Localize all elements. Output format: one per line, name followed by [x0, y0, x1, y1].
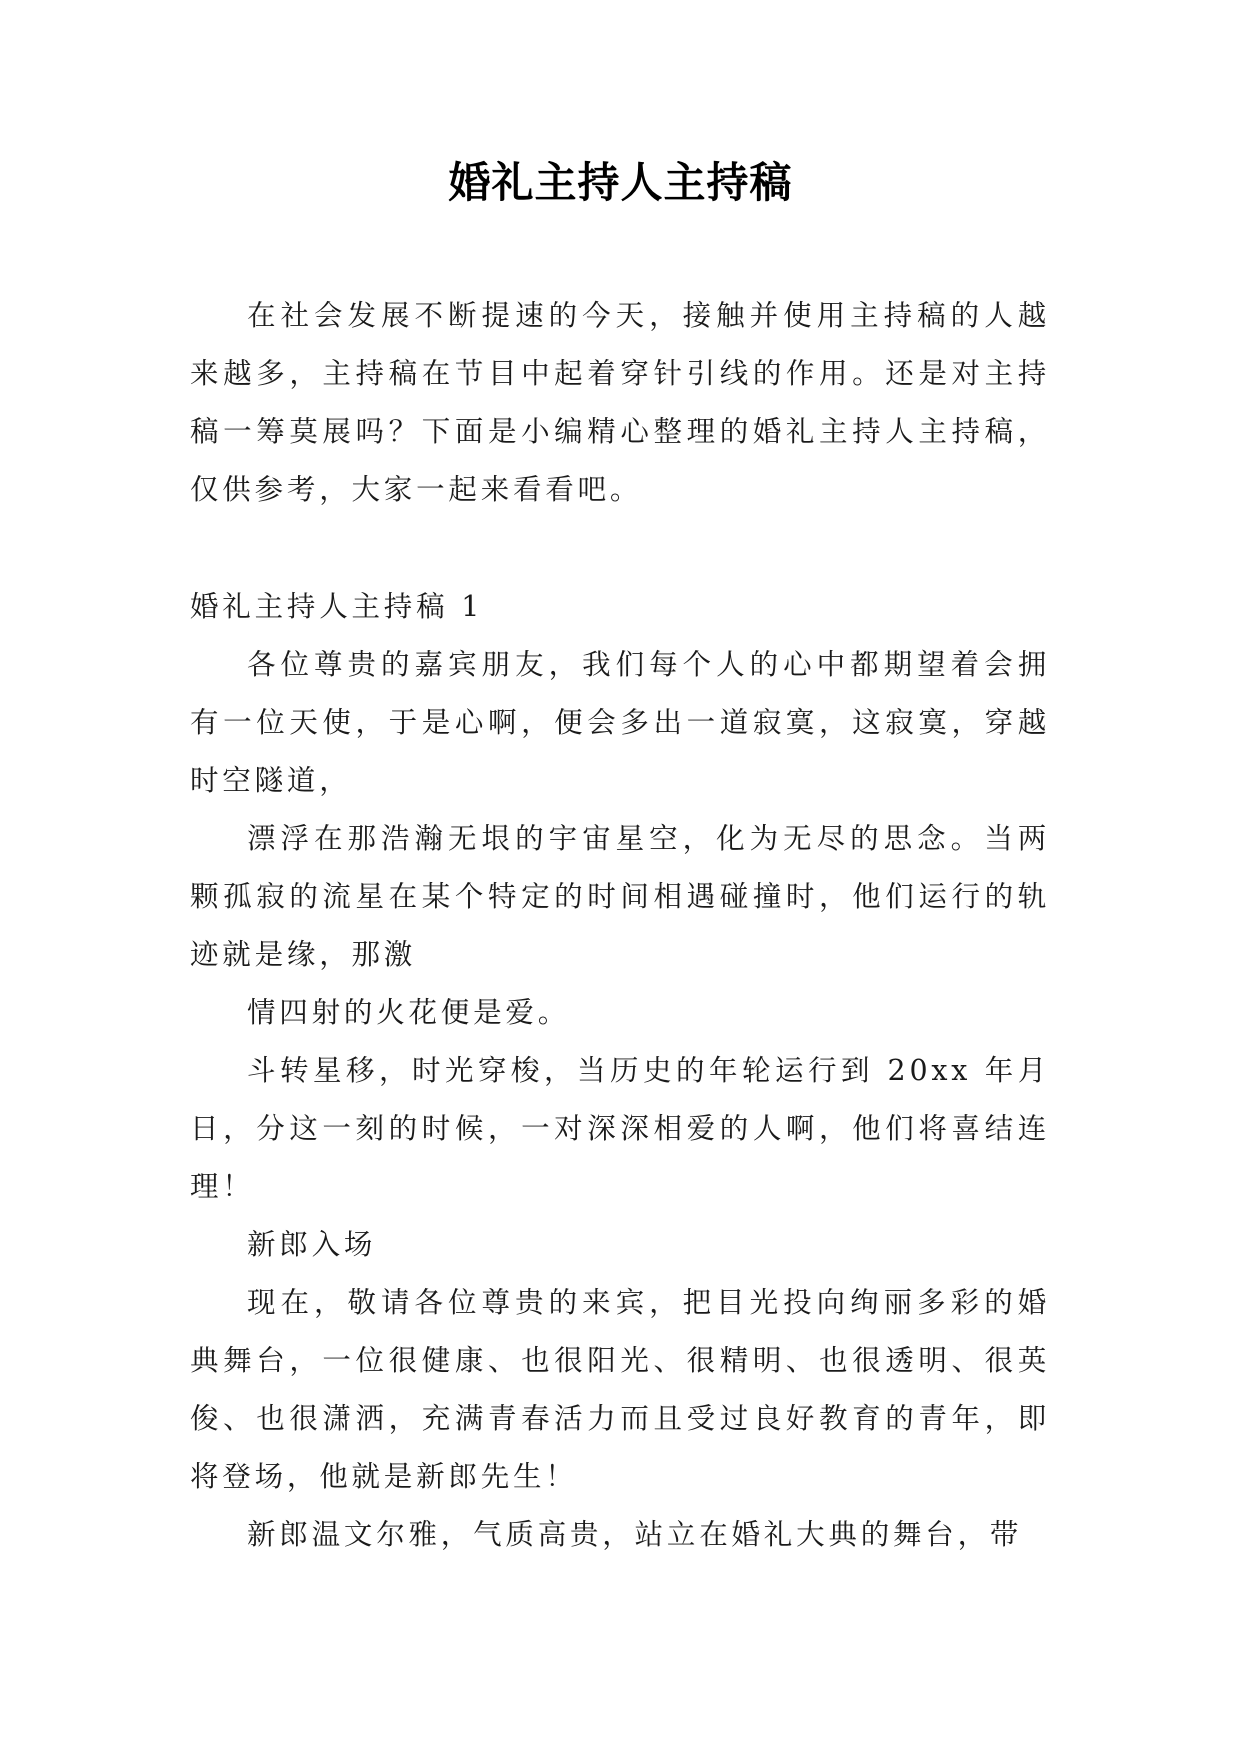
section-body: [190, 578, 1050, 1564]
body-paragraph: 现在，敬请各位尊贵的来宾，把目光投向绚丽多彩的婚典舞台，一位很健康、也很阳光、很精明、也很透明、很英俊、也很潇洒，充满青春活力而且受过良好教育的青年，即将登场，他就是新郎先生！: [190, 1286, 1050, 1493]
intro-block: [190, 287, 1050, 519]
body-paragraph: 漂浮在那浩瀚无垠的宇宙星空，化为无尽的思念。当两颗孤寂的流星在某个特定的时间相遇碰撞时，他们运行的轨迹就是缘，那激: [190, 822, 1050, 971]
body-paragraph: 斗转星移，时光穿梭，当历史的年轮运行到 20xx 年月日，分这一刻的时候，一对深深相爱的人啊，他们将喜结连理！: [190, 1054, 1050, 1203]
body-paragraph: 各位尊贵的嘉宾朋友，我们每个人的心中都期望着会拥有一位天使，于是心啊，便会多出一道寂寞，这寂寞，穿越时空隧道，: [190, 648, 1050, 797]
body-paragraph: 新郎温文尔雅，气质高贵，站立在婚礼大典的舞台，带: [247, 1518, 1023, 1551]
section-heading: 婚礼主持人主持稿 1: [190, 590, 484, 623]
body-paragraph: 情四射的火花便是爱。: [247, 996, 571, 1029]
intro-paragraph: 在社会发展不断提速的今天，接触并使用主持稿的人越来越多，主持稿在节目中起着穿针引线的作用。还是对主持稿一筹莫展吗？下面是小编精心整理的婚礼主持人主持稿，仅供参考，大家一起来看看吧。: [190, 299, 1050, 506]
document-title: 婚礼主持人主持稿: [448, 158, 793, 207]
groom-entrance-heading: 新郎入场: [247, 1228, 377, 1261]
